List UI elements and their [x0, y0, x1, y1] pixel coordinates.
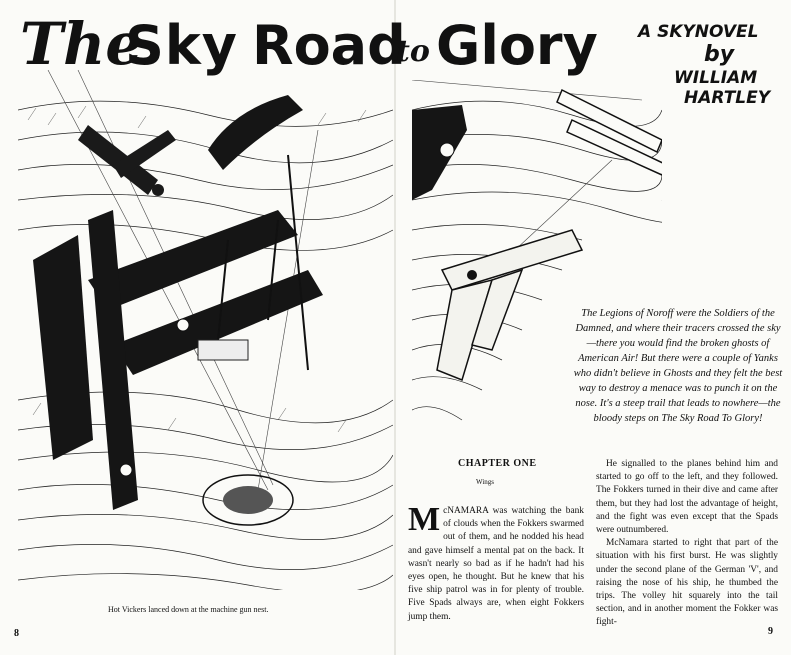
title-word-glory: Glory [436, 14, 598, 77]
title-word-road: Road [252, 14, 406, 77]
story-column-2 [596, 458, 778, 630]
page-number-right: 9 [768, 626, 773, 637]
skynovel-label: A SKYNOVEL [638, 22, 759, 42]
chapter-heading: CHAPTER ONE [458, 458, 537, 469]
author-last-name: HARTLEY [684, 88, 771, 108]
page-number-left: 8 [14, 628, 19, 639]
title-word-the: The [20, 10, 143, 78]
story-paragraph-2: He signalled to the planes behind him and started to go off to the left, and they followed. The Fokkers turned in their dive and came after them, but they had lost the advantage of height, and the fight was even except that the Spads were outnumbered. [596, 459, 778, 536]
title-word-sky: Sky [125, 14, 239, 77]
drop-cap: M [408, 501, 441, 538]
biplane-dogfight-illustration [18, 70, 393, 590]
story-blurb: The Legions of Noroff were the Soldiers of the Damned, and where their tracers crossed the sky—there you would find the broken ghosts of American Air! But there were a couple of Yanks who didn't believe in Ghosts and they felt the best way to destroy a menace was to punch it on the nose. It's a steep trail that leads to nowhere—the bloody steps on The Sky Road To Glory! [573, 307, 783, 424]
chapter-subtitle: Wings [476, 478, 494, 486]
story-paragraph-1: cNAMARA was watching the bank of clouds when the Fokkers swarmed out of them, and he nodded his head and gave himself a mental pat on the back. It wasn't nearly so bad as if he hadn't had his eyes open, he thought. But he knew that his five ship patrol was in for plenty of trouble. Five Spads always are, when eight Fokkers jump them. [408, 506, 584, 622]
byline-by: by [704, 42, 735, 67]
right-page [396, 0, 791, 655]
author-first-name: WILLIAM [674, 68, 758, 88]
illustration-caption: Hot Vickers lanced down at the machine gun nest. [108, 605, 269, 614]
story-paragraph-3: McNamara started to right that part of the situation with his first burst. He was slightly under the second plane of the German 'V', and raising the nose of his ship, he thumbed the trips. The volley hit squarely into the tail section, and in another moment the Fokker was fight- [596, 538, 778, 628]
title-word-to: to [396, 34, 430, 69]
story-column-1 [408, 501, 584, 624]
